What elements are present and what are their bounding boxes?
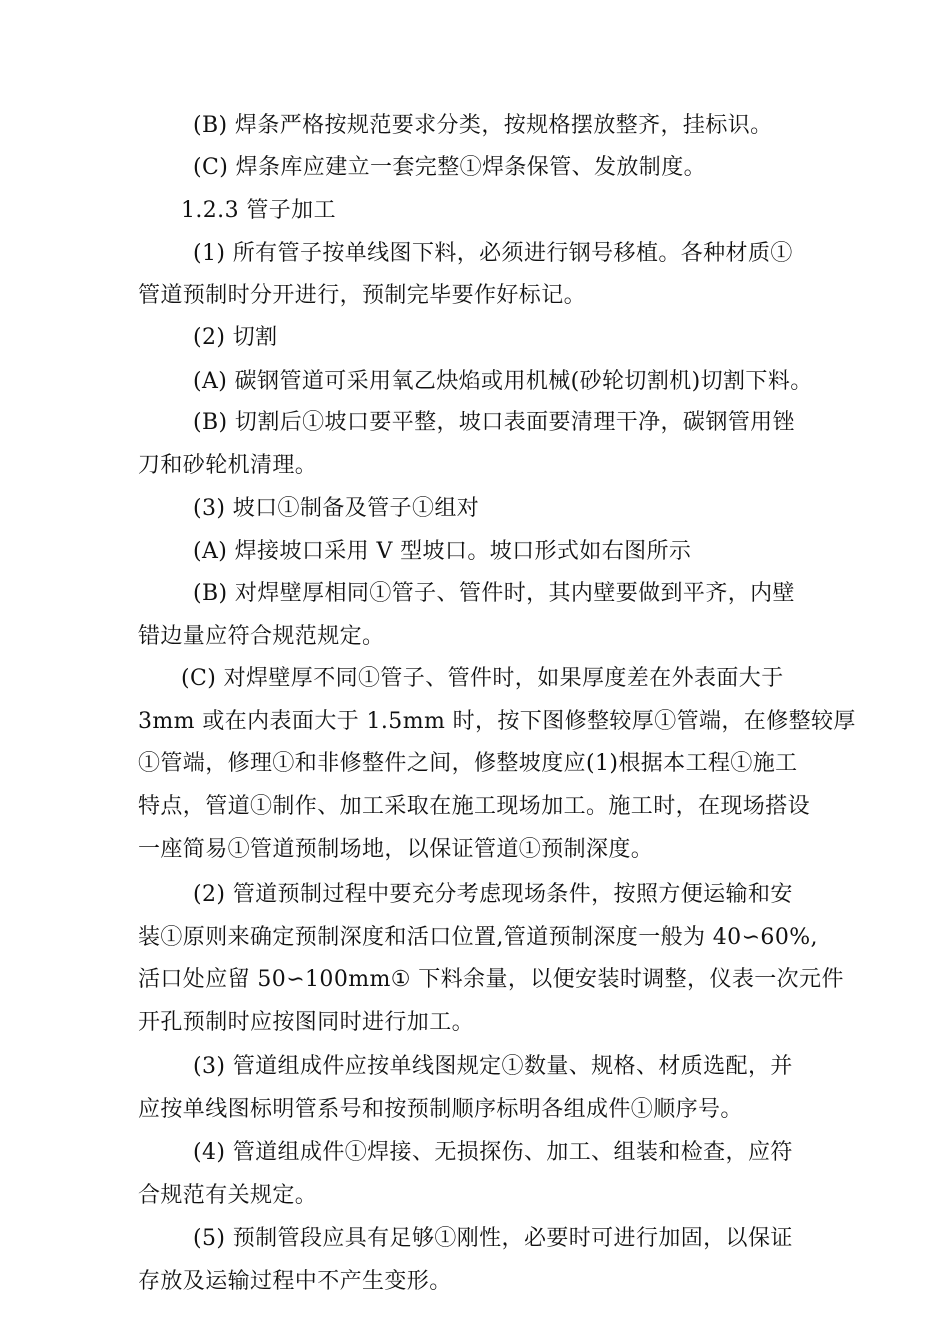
text-line: 开孔预制时应按图同时进行加工。 <box>138 1010 475 1035</box>
text-line: (5) 预制管段应具有足够①刚性，必要时可进行加固，以保证 <box>193 1226 793 1251</box>
text-line: 3mm 或在内表面大于 1.5mm 时，按下图修整较厚①管端，在修整较厚 <box>138 709 856 734</box>
text-line: (3) 坡口①制备及管子①组对 <box>193 496 480 521</box>
text-line: 刀和砂轮机清理。 <box>138 453 318 478</box>
section-heading: 1.2.3 管子加工 <box>181 198 336 223</box>
text-line: (1) 所有管子按单线图下料，必须进行钢号移植。各种材质① <box>193 241 793 266</box>
text-line: 应按单线图标明管系号和按预制顺序标明各组成件①顺序号。 <box>138 1097 743 1122</box>
text-line: ①管端，修理①和非修整件之间，修整坡度应(1)根据本工程①施工 <box>138 751 798 776</box>
text-line: (C) 焊条库应建立一套完整①焊条保管、发放制度。 <box>193 155 706 180</box>
text-line: 装①原则来确定预制深度和活口位置,管道预制深度一般为 40∽60%, <box>138 925 818 950</box>
text-line: (B) 对焊壁厚相同①管子、管件时，其内壁要做到平齐，内壁 <box>193 581 795 606</box>
text-line: 特点，管道①制作、加工采取在施工现场加工。施工时，在现场搭设 <box>138 794 811 819</box>
text-line: (B) 焊条严格按规范要求分类，按规格摆放整齐，挂标识。 <box>193 113 773 138</box>
text-line: 存放及运输过程中不产生变形。 <box>138 1269 452 1294</box>
text-line: (2) 切割 <box>193 325 278 350</box>
text-line: (3) 管道组成件应按单线图规定①数量、规格、材质选配，并 <box>193 1054 793 1079</box>
text-line: (A) 焊接坡口采用 V 型坡口。坡口形式如右图所示 <box>193 539 692 564</box>
text-line: (B) 切割后①坡口要平整，坡口表面要清理干净，碳钢管用锉 <box>193 410 795 435</box>
text-line: 活口处应留 50∽100mm① 下料余量，以便安装时调整，仪表一次元件 <box>138 967 844 992</box>
text-line: (C) 对焊壁厚不同①管子、管件时，如果厚度差在外表面大于 <box>181 666 784 691</box>
text-line: (2) 管道预制过程中要充分考虑现场条件，按照方便运输和安 <box>193 882 793 907</box>
text-line: (4) 管道组成件①焊接、无损探伤、加工、组装和检查，应符 <box>193 1140 793 1165</box>
text-line: 错边量应符合规范规定。 <box>138 624 385 649</box>
text-line: (A) 碳钢管道可采用氧乙炔焰或用机械(砂轮切割机)切割下料。 <box>193 369 813 394</box>
text-line: 一座简易①管道预制场地，以保证管道①预制深度。 <box>138 837 654 862</box>
text-line: 合规范有关规定。 <box>138 1183 318 1208</box>
text-line: 管道预制时分开进行，预制完毕要作好标记。 <box>138 283 587 308</box>
